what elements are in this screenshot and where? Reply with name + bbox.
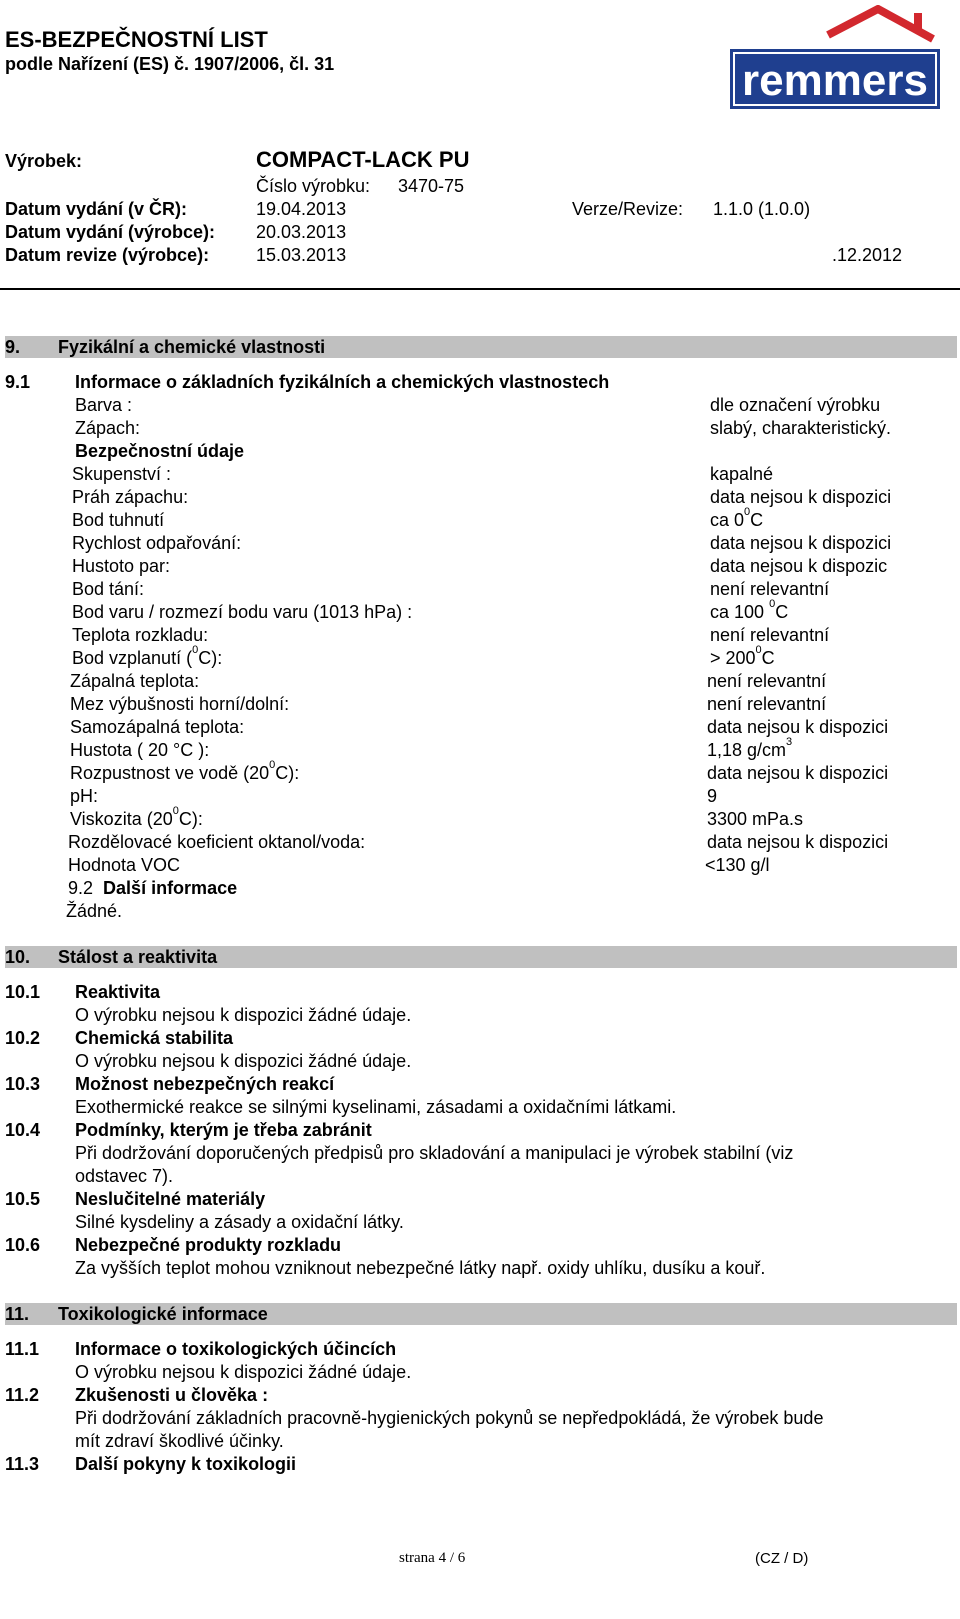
subsection-9-2: 9.2 Další informace [68, 878, 238, 898]
item-text: Při dodržování základních pracovně-hygienických pokynů se nepředpokládá, že výrobek bude [75, 1408, 824, 1428]
section-10-number: 10. [5, 947, 31, 967]
item-number: 11.1 [5, 1339, 40, 1359]
item-title: Neslučitelné materiály [75, 1189, 266, 1209]
section-9-title: Fyzikální a chemické vlastnosti [58, 337, 326, 357]
item-title: Zkušenosti u člověka : [75, 1385, 269, 1405]
prop-label: Viskozita $(20^0C)$: [70, 805, 203, 829]
prop-label: Bod vzplanutí ($^0$C): [72, 644, 223, 668]
item-title: Informace o toxikologických účincích [75, 1339, 397, 1359]
item-number: 10.6 [5, 1235, 41, 1255]
prop-label: Hustoto par: [72, 556, 171, 576]
prop-label: Bod tání: [72, 579, 145, 599]
prop-label: Teplota rozkladu: [72, 625, 209, 645]
item-text: Exothermické reakce se silnými kyselinami, zásadami a oxidačními látkami. [75, 1097, 677, 1117]
section-10-title: Stálost a reaktivita [58, 947, 218, 967]
section-11-number: 11. [5, 1304, 30, 1324]
zapach-value: slabý, charakteristický. [710, 418, 892, 438]
prop-label: Rychlost odpařování: [72, 533, 242, 553]
product-label: Výrobek: [5, 151, 83, 171]
prop-value: <130 g/l [705, 855, 770, 875]
issue-mfr-label: Datum vydání (výrobce): [5, 222, 216, 242]
revision-label: Datum revize (výrobce): [5, 245, 210, 265]
document-title: ES-BEZPEČNOSTNÍ LIST [5, 27, 268, 52]
item-number: 10.4 [5, 1120, 41, 1140]
revision-date: 15.03.2013 [256, 245, 347, 265]
barva-value: dle označení výrobku [710, 395, 881, 415]
product-name: COMPACT-LACK PU [256, 147, 470, 172]
prop-label: Práh zápachu: [72, 487, 189, 507]
prop-label: Samozápalná teplota: [70, 717, 245, 737]
section-9-number: 9. [5, 337, 21, 357]
item-text-cont: odstavec 7). [75, 1166, 174, 1186]
prop-label: Hodnota VOC [68, 855, 181, 875]
item-text: Při dodržování doporučených předpisů pro skladování a manipulaci je výrobek stabilní (viz [75, 1143, 794, 1163]
item-title: Nebezpečné produkty rozkladu [75, 1235, 342, 1255]
item-number: 11.2 [5, 1385, 40, 1405]
prop-value: kapalné [710, 464, 774, 484]
item-number: 10.3 [5, 1074, 41, 1094]
product-number-label: Číslo výrobku: [256, 176, 371, 196]
subsection-9-1-title: Informace o základních fyzikálních a chemických vlastnostech [75, 372, 610, 392]
issue-cr-label: Datum vydání (v ČR): [5, 199, 188, 219]
item-title: Možnost nebezpečných reakcí [75, 1074, 335, 1094]
item-number: 11.3 [5, 1454, 40, 1474]
logo-wordmark: remmers [742, 56, 928, 105]
section-11-title: Toxikologické informace [58, 1304, 268, 1324]
issue-mfr-date: 20.03.2013 [256, 222, 347, 242]
prop-value: data nejsou k dispozic [710, 556, 888, 576]
prop-label: Zápalná teplota: [70, 671, 200, 691]
prop-label: Skupenství : [72, 464, 172, 484]
page-number: strana 4 / 6 [399, 1550, 466, 1566]
item-title: Podmínky, kterým je třeba zabránit [75, 1120, 372, 1140]
language-code: (CZ / D) [755, 1550, 809, 1567]
item-title: Další pokyny k toxikologii [75, 1454, 297, 1474]
item-number: 10.1 [5, 982, 41, 1002]
prop-value: 9 [707, 786, 718, 806]
product-number: 3470-75 [398, 176, 465, 196]
item-text-cont: mít zdraví škodlivé účinky. [75, 1431, 284, 1451]
item-number: 10.5 [5, 1189, 41, 1209]
issue-cr-date: 19.04.2013 [256, 199, 347, 219]
prop-value: data nejsou k dispozici [710, 487, 892, 507]
prop-label: Bod varu / rozmezí bodu varu (1013 hPa) : [72, 602, 413, 622]
prop-value: není relevantní [710, 579, 830, 599]
item-text: O výrobku nejsou k dispozici žádné údaje. [75, 1051, 412, 1071]
section-10-heading [5, 946, 957, 968]
revision-prev-date: .12.2012 [832, 245, 903, 265]
prop-value: data nejsou k dispozici [707, 717, 889, 737]
document-subtitle: podle Nařízení (ES) č. 1907/2006, čl. 31 [5, 54, 335, 74]
prop-label: Hustota ( 20 °C ): [70, 740, 210, 760]
item-title: Reaktivita [75, 982, 161, 1002]
barva-label: Barva : [75, 395, 133, 415]
prop-value: ca $0^0C$ [710, 506, 764, 530]
item-text: O výrobku nejsou k dispozici žádné údaje. [75, 1005, 412, 1025]
version-label: Verze/Revize: [572, 199, 684, 219]
section-11-heading [5, 1303, 957, 1325]
zapach-label: Zápach: [75, 418, 141, 438]
prop-label: Rozpustnost ve vodě $(20^0C)$: [70, 759, 300, 783]
item-title: Chemická stabilita [75, 1028, 234, 1048]
prop-value: není relevantní [710, 625, 830, 645]
header-divider [0, 288, 960, 290]
prop-label: pH: [70, 786, 99, 806]
prop-label: Rozdělovacé koeficient oktanol/voda: [68, 832, 366, 852]
prop-value: není relevantní [707, 671, 827, 691]
prop-value: data nejsou k dispozici [707, 763, 889, 783]
prop-value: není relevantní [707, 694, 827, 714]
prop-value: data nejsou k dispozici [710, 533, 892, 553]
safety-data-heading: Bezpečnostní údaje [75, 441, 245, 461]
prop-value: ca 100 $^0$C [710, 598, 789, 622]
section-9-heading [5, 336, 957, 358]
prop-value: data nejsou k dispozici [707, 832, 889, 852]
prop-value: 3300 mPa.s [707, 809, 804, 829]
prop-label: Mez výbušnosti horní/dolní: [70, 694, 290, 714]
subsection-9-1-number: 9.1 [5, 372, 31, 392]
prop-value: > $200^0C$ [710, 644, 775, 668]
remmers-logo [728, 5, 948, 117]
prop-value: 1,18 $g/cm^3$ [707, 736, 793, 760]
item-text: Silné kysdeliny a zásady a oxidační látky. [75, 1212, 404, 1232]
item-number: 10.2 [5, 1028, 41, 1048]
version-value: 1.1.0 (1.0.0) [713, 199, 811, 219]
prop-label: Bod tuhnutí [72, 510, 165, 530]
subsection-9-2-text: Žádné. [66, 901, 123, 921]
item-text: O výrobku nejsou k dispozici žádné údaje. [75, 1362, 412, 1382]
item-text: Za vyšších teplot mohou vzniknout nebezpečné látky např. oxidy uhlíku, dusíku a kouř. [75, 1258, 766, 1278]
